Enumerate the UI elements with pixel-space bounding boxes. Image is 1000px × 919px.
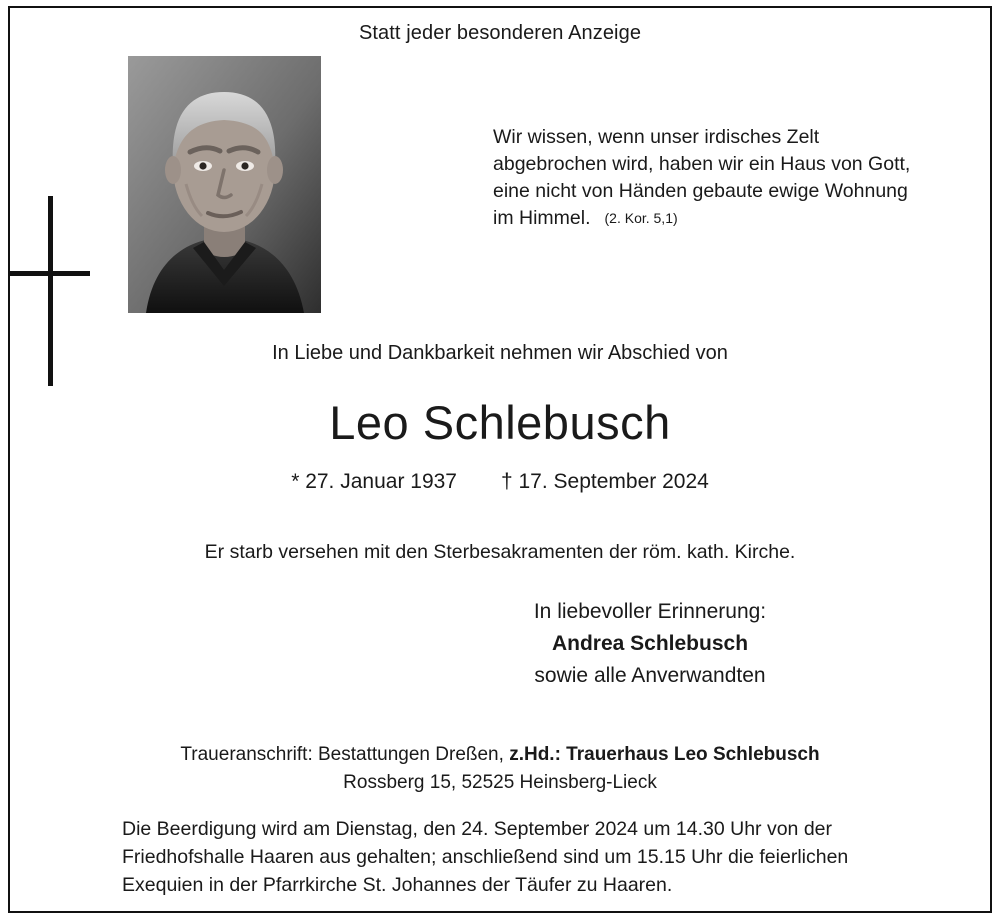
life-dates: [0, 470, 1000, 494]
headline-text: Statt jeder besonderen Anzeige: [358, 22, 642, 44]
address-prefix: Traueranschrift: Bestattungen Dreßen,: [180, 744, 510, 765]
verse-line-1: Wir wissen, wenn unser irdisches Zelt: [493, 126, 820, 148]
funeral-line-1: Die Beerdigung wird am Dienstag, den 24. September 2024 um 14.30 Uhr von der: [122, 818, 832, 840]
farewell-line: In Liebe und Dankbarkeit nehmen wir Abschied von: [272, 342, 728, 364]
mourning-address: [0, 741, 1000, 797]
verse-line-3: eine nicht von Händen gebaute ewige Wohnung: [493, 180, 908, 202]
address-line-1: [0, 741, 1000, 769]
address-line-2: Rossberg 15, 52525 Heinsberg-Lieck: [343, 772, 657, 793]
sacraments-text: Er starb versehen mit den Sterbesakramenten der röm. kath. Kirche.: [204, 541, 796, 563]
deceased-name: Leo Schlebusch: [329, 396, 671, 449]
death-date: † 17. September 2024: [500, 470, 709, 493]
mourner-name: Andrea Schlebusch: [551, 632, 749, 655]
funeral-line-2: Friedhofshalle Haaren aus gehalten; anschließend sind um 15.15 Uhr die feierlichen: [122, 846, 849, 868]
memory-block: [355, 596, 945, 692]
birth-date: * 27. Januar 1937: [291, 470, 457, 493]
relatives-line: sowie alle Anverwandten: [534, 664, 766, 687]
verse-line-4-row: [493, 205, 973, 232]
funeral-details: [122, 815, 882, 899]
verse-reference: (2. Kor. 5,1): [604, 210, 678, 226]
funeral-line-3: Exequien in der Pfarrkirche St. Johannes der Täufer zu Haaren.: [122, 874, 673, 896]
portrait-photo: [128, 56, 321, 313]
memory-intro: In liebevoller Erinnerung:: [533, 600, 767, 623]
verse-line-4: im Himmel.: [493, 207, 591, 229]
verse-line-2: abgebrochen wird, haben wir ein Haus von Gott,: [493, 153, 911, 175]
cross-horizontal-bar: [10, 271, 90, 276]
bible-verse: [493, 124, 973, 232]
portrait-photo-graphic: [128, 56, 321, 313]
address-attention: z.Hd.: Trauerhaus Leo Schlebusch: [509, 744, 820, 765]
